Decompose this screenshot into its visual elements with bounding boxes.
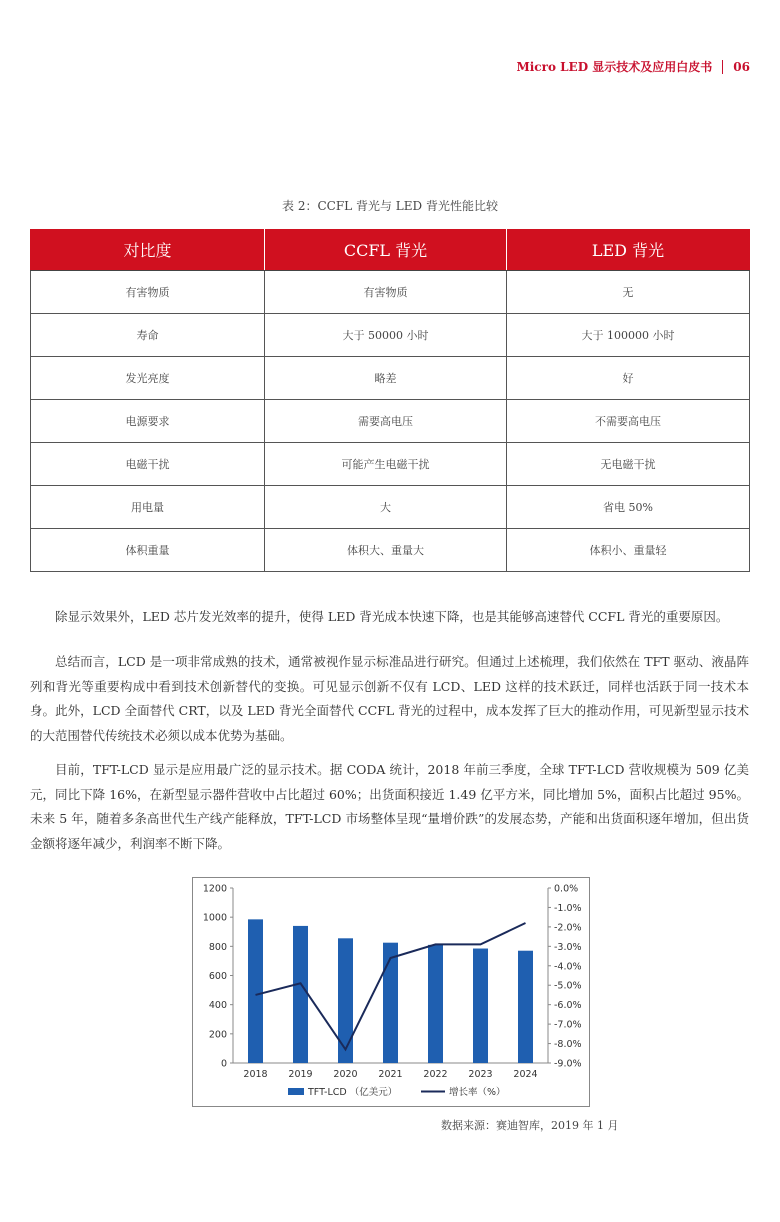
- x-tick-label: 2023: [468, 1069, 493, 1080]
- table-row: [31, 314, 750, 357]
- x-tick-label: 2021: [378, 1069, 403, 1080]
- table-cell: 大于 50000 小时: [265, 314, 507, 357]
- tft-lcd-chart: [192, 877, 590, 1107]
- table-cell: 大于 100000 小时: [507, 314, 750, 357]
- table-cell: 需要高电压: [265, 400, 507, 443]
- x-tick-label: 2018: [243, 1069, 268, 1080]
- table-row: [31, 357, 750, 400]
- table-cell: 有害物质: [31, 271, 265, 314]
- table-cell: 好: [507, 357, 750, 400]
- table-cell: 电源要求: [31, 400, 265, 443]
- table-cell: 体积大、重量大: [265, 529, 507, 572]
- table-cell: 发光亮度: [31, 357, 265, 400]
- bar: [293, 926, 308, 1063]
- bar: [473, 949, 488, 1063]
- table-cell: 寿命: [31, 314, 265, 357]
- table-cell: 可能产生电磁干扰: [265, 443, 507, 486]
- y-right-tick-label: -7.0%: [554, 1019, 582, 1031]
- column-header: 对比度: [31, 229, 265, 271]
- table-row: [31, 529, 750, 572]
- y-right-tick-label: -9.0%: [554, 1058, 582, 1070]
- table-caption: 表 2：CCFL 背光与 LED 背光性能比较: [282, 199, 498, 213]
- y-right-tick-label: -1.0%: [554, 902, 582, 914]
- x-tick-label: 2024: [513, 1069, 538, 1080]
- y-right-tick-label: 0.0%: [554, 883, 579, 895]
- bar: [518, 951, 533, 1063]
- y-left-tick-label: 800: [208, 941, 227, 953]
- column-header: CCFL 背光: [265, 229, 507, 271]
- page-number: 06: [733, 59, 750, 74]
- table-cell: 大: [265, 486, 507, 529]
- header-divider: [722, 60, 723, 74]
- table-cell: 无: [507, 271, 750, 314]
- table-row: [31, 400, 750, 443]
- body-paragraph: 目前，TFT-LCD 显示是应用最广泛的显示技术。据 CODA 统计，2018 年前三季度，全球 TFT-LCD 营收规模为 509 亿美元，同比下降 16%，在新型显示器件营收中占比超过 60%；出货面积接近 1.49 亿平方米，同比增加 5%，面积占比超过 95%。未来 5 年，随着多条高世代生产线产能释放，TFT-LCD 市场整体呈现“量增价跌”的发展态势，产能和出货面积逐年增加，但出货金额将逐年减少，利润率不断下降。: [30, 762, 749, 851]
- table-cell: 用电量: [31, 486, 265, 529]
- y-left-tick-label: 400: [208, 1000, 227, 1012]
- data-source: 数据来源：赛迪智库，2019 年 1 月: [441, 1119, 619, 1132]
- table-cell: 略差: [265, 357, 507, 400]
- y-right-tick-label: -2.0%: [554, 922, 582, 934]
- chart-svg: [193, 878, 589, 1106]
- header-title: Micro LED 显示技术及应用白皮书: [516, 60, 713, 74]
- y-right-tick-label: -3.0%: [554, 941, 582, 953]
- y-left-tick-label: 0: [220, 1058, 227, 1070]
- legend-line-label: 增长率（%）: [449, 1087, 506, 1098]
- x-tick-label: 2022: [423, 1069, 448, 1080]
- table-row: [31, 486, 750, 529]
- table-cell: 无电磁干扰: [507, 443, 750, 486]
- table-cell: 省电 50%: [507, 486, 750, 529]
- bar: [383, 943, 398, 1063]
- bar: [338, 938, 353, 1063]
- legend-bar-swatch: [288, 1088, 304, 1095]
- y-right-tick-label: -8.0%: [554, 1039, 582, 1051]
- table-row: [31, 271, 750, 314]
- table-cell: 有害物质: [265, 271, 507, 314]
- legend-bar-label: TFT-LCD （亿美元）: [308, 1087, 398, 1098]
- bar: [248, 919, 263, 1063]
- table-row: [31, 443, 750, 486]
- y-left-tick-label: 600: [208, 971, 227, 982]
- y-left-tick-label: 200: [208, 1029, 227, 1041]
- table-cell: 体积重量: [31, 529, 265, 572]
- page-header: [516, 58, 750, 75]
- comparison-table: [30, 229, 750, 572]
- body-paragraph: 除显示效果外，LED 芯片发光效率的提升，使得 LED 背光成本快速下降，也是其能够高速替代 CCFL 背光的重要原因。: [55, 609, 729, 624]
- table-header-row: [31, 229, 750, 271]
- y-right-tick-label: -5.0%: [554, 980, 582, 992]
- x-tick-label: 2019: [288, 1069, 313, 1080]
- column-header: LED 背光: [507, 229, 750, 271]
- y-left-tick-label: 1000: [202, 912, 227, 924]
- table-cell: 电磁干扰: [31, 443, 265, 486]
- y-left-tick-label: 1200: [202, 883, 227, 895]
- bar: [428, 945, 443, 1063]
- body-paragraph: 总结而言，LCD 是一项非常成熟的技术，通常被视作显示标准品进行研究。但通过上述梳理，我们依然在 TFT 驱动、液晶阵列和背光等重要构成中看到技术创新替代的变换。可见显示创新不仅有 LCD、LED 这样的技术跃迁，同样也活跃于同一技术本身。此外，LCD 全面替代 CRT，以及 LED 背光全面替代 CCFL 背光的过程中，成本发挥了巨大的推动作用，可见新型显示技术的大范围替代传统技术必须以成本优势为基础。: [30, 654, 749, 743]
- y-right-tick-label: -4.0%: [554, 961, 582, 973]
- table-cell: 不需要高电压: [507, 400, 750, 443]
- y-right-tick-label: -6.0%: [554, 1000, 582, 1012]
- x-tick-label: 2020: [333, 1069, 358, 1080]
- table-cell: 体积小、重量轻: [507, 529, 750, 572]
